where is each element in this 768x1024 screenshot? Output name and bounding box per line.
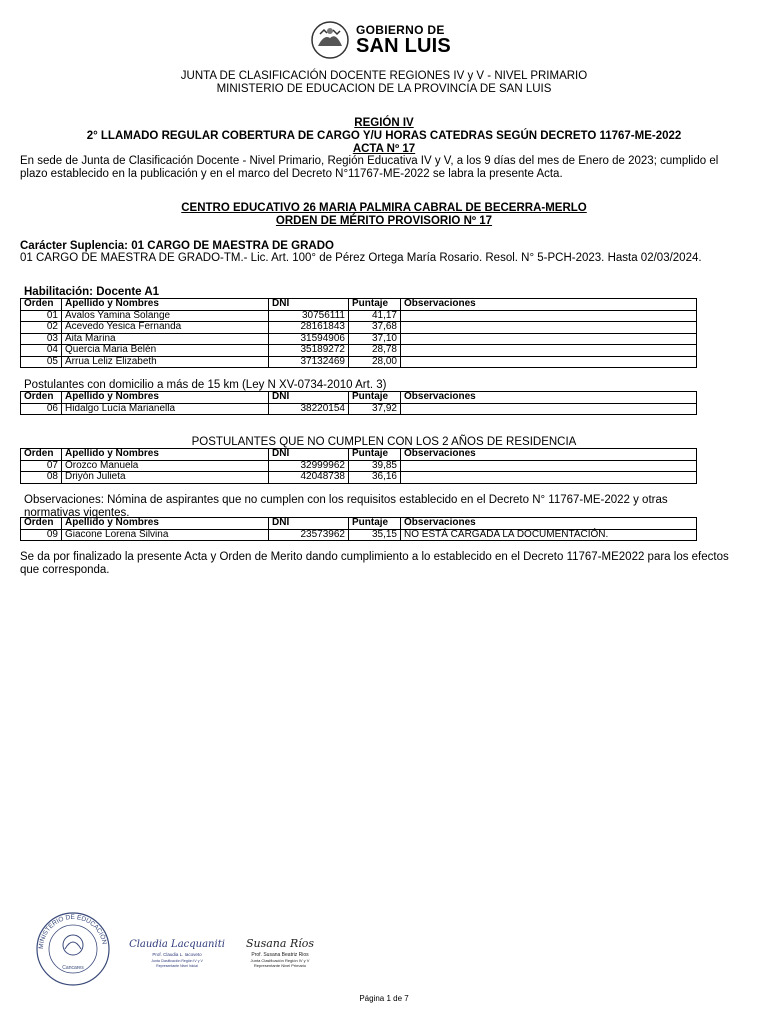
document-titles bbox=[20, 117, 748, 156]
column-header-orden: Orden bbox=[21, 518, 62, 530]
column-header-orden: Orden bbox=[21, 449, 62, 461]
table-header-row bbox=[21, 449, 697, 461]
cell-obs bbox=[401, 310, 697, 322]
cell-orden: 02 bbox=[21, 322, 62, 334]
header-line1: JUNTA DE CLASIFICACIÓN DOCENTE REGIONES IV y V - NIVEL PRIMARIO bbox=[180, 70, 588, 82]
cell-orden: 09 bbox=[21, 529, 62, 541]
table-row bbox=[21, 322, 697, 334]
cell-orden: 06 bbox=[21, 403, 62, 415]
column-header-obs: Observaciones bbox=[401, 299, 697, 311]
cell-puntaje: 37,92 bbox=[349, 403, 401, 415]
signature-1-name: Prof. Claudia L. Iacoveto bbox=[152, 952, 202, 957]
cell-puntaje: 41,17 bbox=[349, 310, 401, 322]
cell-dni: 30756111 bbox=[269, 310, 349, 322]
column-header-nombre: Apellido y Nombres bbox=[62, 392, 269, 404]
column-header-nombre: Apellido y Nombres bbox=[62, 299, 269, 311]
table-row bbox=[21, 460, 697, 472]
cell-nombre: Orozco Manuela bbox=[62, 460, 269, 472]
cell-orden: 03 bbox=[21, 333, 62, 345]
table-row bbox=[21, 403, 697, 415]
column-header-obs: Observaciones bbox=[401, 392, 697, 404]
document-header bbox=[20, 70, 748, 96]
signature-1 bbox=[129, 939, 225, 968]
cell-orden: 01 bbox=[21, 310, 62, 322]
column-header-puntaje: Puntaje bbox=[349, 392, 401, 404]
caracter-title: Carácter Suplencia: 01 CARGO DE MAESTRA DE GRADO bbox=[20, 240, 334, 252]
column-header-dni: DNI bbox=[269, 392, 349, 404]
column-header-nombre: Apellido y Nombres bbox=[62, 449, 269, 461]
cell-puntaje: 39,85 bbox=[349, 460, 401, 472]
table-row bbox=[21, 529, 697, 541]
cell-nombre: Giacone Lorena Silvina bbox=[62, 529, 269, 541]
cell-nombre: Avalos Yamina Solange bbox=[62, 310, 269, 322]
header-line2: MINISTERIO DE EDUCACION DE LA PROVINCIA DE SAN LUIS bbox=[216, 83, 552, 95]
column-header-orden: Orden bbox=[21, 392, 62, 404]
table-row bbox=[21, 472, 697, 484]
section1-label: Habilitación: Docente A1 bbox=[24, 286, 160, 298]
cell-dni: 28161843 bbox=[269, 322, 349, 334]
cell-puntaje: 37,68 bbox=[349, 322, 401, 334]
logo-text bbox=[356, 24, 451, 56]
section3-label: POSTULANTES QUE NO CUMPLEN CON LOS 2 AÑOS DE RESIDENCIA bbox=[191, 436, 577, 448]
signature-1-script: Claudia Lacquaniti bbox=[129, 939, 225, 950]
column-header-dni: DNI bbox=[269, 299, 349, 311]
column-header-dni: DNI bbox=[269, 449, 349, 461]
cell-nombre: Acevedo Yesica Fernanda bbox=[62, 322, 269, 334]
cell-obs bbox=[401, 403, 697, 415]
cell-obs bbox=[401, 460, 697, 472]
table-residencia bbox=[20, 448, 697, 484]
svg-text:MINISTERIO DE EDUCACIÓN bbox=[38, 914, 108, 949]
table-distancia bbox=[20, 391, 697, 415]
column-header-dni: DNI bbox=[269, 518, 349, 530]
stamp-city: Cancares bbox=[62, 965, 84, 971]
cell-dni: 32999962 bbox=[269, 460, 349, 472]
column-header-puntaje: Puntaje bbox=[349, 299, 401, 311]
cell-dni: 42048738 bbox=[269, 472, 349, 484]
caracter-detail: 01 CARGO DE MAESTRA DE GRADO-TM.- Lic. Art. 100° de Pérez Ortega María Rosario. Resol. N° 5-PCH-2023. Hasta 02/03/2024. bbox=[20, 252, 702, 264]
cell-obs: NO ESTÁ CARGADA LA DOCUMENTACIÓN. bbox=[401, 529, 697, 541]
acta-title: ACTA Nº 17 bbox=[352, 143, 416, 155]
table-row bbox=[21, 333, 697, 345]
table-row bbox=[21, 356, 697, 368]
cell-obs bbox=[401, 333, 697, 345]
logo-line2: SAN LUIS bbox=[356, 35, 451, 57]
column-header-obs: Observaciones bbox=[401, 518, 697, 530]
centro-titles bbox=[20, 202, 748, 228]
cell-orden: 08 bbox=[21, 472, 62, 484]
cell-nombre: Aita Marina bbox=[62, 333, 269, 345]
cell-dni: 23573962 bbox=[269, 529, 349, 541]
cell-puntaje: 35,15 bbox=[349, 529, 401, 541]
table-habilitacion bbox=[20, 298, 697, 368]
signature-1-role2: Representante Nivel Inicial bbox=[156, 964, 198, 968]
closing-paragraph: Se da por finalizado la presente Acta y Orden de Merito dando cumplimiento a lo establecido en el Decreto 11767-ME2022 para los efectos que corresponda. bbox=[20, 551, 729, 576]
section2-label: Postulantes con domicilio a más de 15 km (Ley N XV-0734-2010 Art. 3) bbox=[24, 379, 387, 391]
cell-nombre: Hidalgo Lucía Marianella bbox=[62, 403, 269, 415]
orden-merito-title: ORDEN DE MÉRITO PROVISORIO Nº 17 bbox=[275, 215, 493, 227]
table-header-row bbox=[21, 299, 697, 311]
section4-label: Observaciones: Nómina de aspirantes que no cumplen con los requisitos establecido en el Decreto N° 11767-ME-2022 y otras normativas vigentes. bbox=[24, 494, 668, 519]
signature-2-role: Junta Clasificación Región IV y V bbox=[250, 958, 310, 963]
table-row bbox=[21, 345, 697, 357]
cell-puntaje: 36,16 bbox=[349, 472, 401, 484]
cell-dni: 37132469 bbox=[269, 356, 349, 368]
cell-puntaje: 28,78 bbox=[349, 345, 401, 357]
cell-obs bbox=[401, 356, 697, 368]
table-row bbox=[21, 310, 697, 322]
signature-2-name: Prof. Susana Beatriz Rios bbox=[251, 952, 309, 958]
logo-line1: GOBIERNO DE bbox=[356, 23, 445, 37]
table-header-row bbox=[21, 518, 697, 530]
cell-puntaje: 28,00 bbox=[349, 356, 401, 368]
table-observaciones bbox=[20, 517, 697, 541]
cell-dni: 31594906 bbox=[269, 333, 349, 345]
cell-nombre: Driyón Julieta bbox=[62, 472, 269, 484]
cell-orden: 07 bbox=[21, 460, 62, 472]
cell-obs bbox=[401, 345, 697, 357]
page-number: Página 1 de 7 bbox=[359, 994, 409, 1003]
cell-puntaje: 37,10 bbox=[349, 333, 401, 345]
signature-2 bbox=[246, 937, 314, 968]
cell-obs bbox=[401, 472, 697, 484]
cell-dni: 35189272 bbox=[269, 345, 349, 357]
signature-1-role: Junta Clasificación Región IV y V bbox=[151, 959, 203, 963]
logo bbox=[310, 20, 451, 60]
llamado-title: 2° LLAMADO REGULAR COBERTURA DE CARGO Y/U HORAS CATEDRAS SEGÚN DECRETO 11767-ME-2022 bbox=[86, 130, 682, 142]
region-title: REGIÓN IV bbox=[354, 117, 414, 129]
cell-dni: 38220154 bbox=[269, 403, 349, 415]
cell-orden: 05 bbox=[21, 356, 62, 368]
column-header-puntaje: Puntaje bbox=[349, 449, 401, 461]
table-header-row bbox=[21, 392, 697, 404]
column-header-orden: Orden bbox=[21, 299, 62, 311]
signature-2-script: Susana Ríos bbox=[245, 937, 315, 950]
crest-icon bbox=[310, 20, 350, 60]
official-stamp bbox=[37, 913, 109, 985]
signature-2-role2: Representante Nivel Primario bbox=[253, 963, 307, 968]
centro-name: CENTRO EDUCATIVO 26 MARIA PALMIRA CABRAL DE BECERRA-MERLO bbox=[181, 202, 587, 214]
intro-paragraph: En sede de Junta de Clasificación Docente - Nivel Primario, Región Educativa IV y V, a los 9 días del mes de Enero de 2023; cumplido el plazo establecido en la publicación y en el marco del Decreto N°11767-ME-2022 se labra la presente Acta. bbox=[20, 155, 719, 180]
cell-orden: 04 bbox=[21, 345, 62, 357]
cell-obs bbox=[401, 322, 697, 334]
cell-nombre: Quercia Maria Belén bbox=[62, 345, 269, 357]
column-header-nombre: Apellido y Nombres bbox=[62, 518, 269, 530]
column-header-obs: Observaciones bbox=[401, 449, 697, 461]
stamp-ring-text: MINISTERIO DE EDUCACIÓN bbox=[37, 913, 108, 950]
signatures-area bbox=[35, 905, 355, 990]
cell-nombre: Arrua Leliz Elizabeth bbox=[62, 356, 269, 368]
column-header-puntaje: Puntaje bbox=[349, 518, 401, 530]
